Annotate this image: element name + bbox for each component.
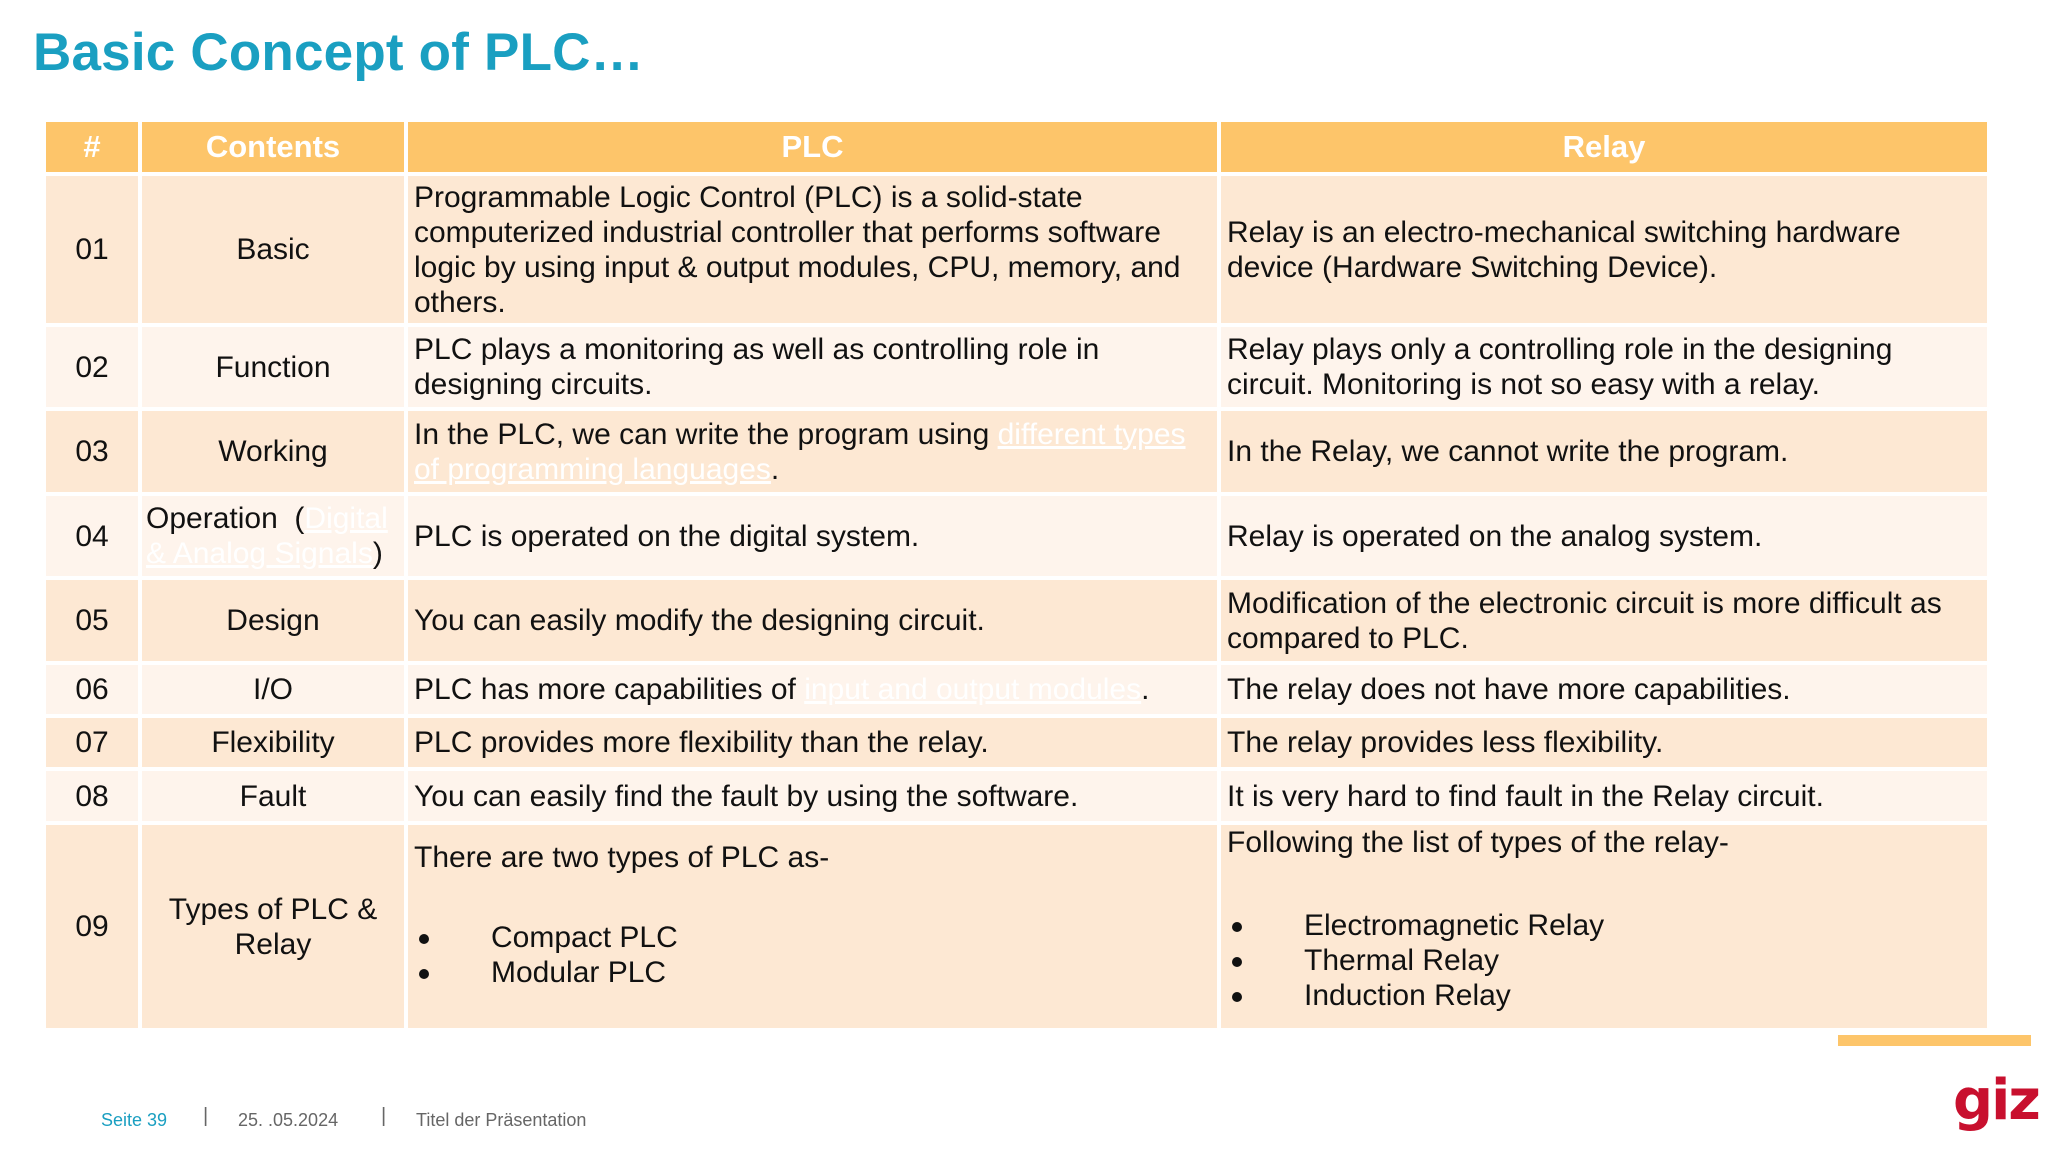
list-item: Compact PLC [414, 920, 1211, 955]
footer-page-number: Seite 39 [101, 1110, 168, 1130]
row-plc [408, 411, 1217, 492]
row-plc: PLC plays a monitoring as well as controlling role in designing circuits. [408, 327, 1217, 407]
row-content [142, 496, 404, 576]
row-content: Fault [142, 771, 404, 821]
row-number: 08 [46, 771, 138, 821]
row-number: 09 [46, 825, 138, 1028]
row-number: 02 [46, 327, 138, 407]
list-item: Modular PLC [414, 955, 1211, 990]
table-row [46, 496, 1987, 576]
footer-date: 25. .05.2024 [238, 1110, 339, 1130]
table-row [46, 327, 1987, 407]
giz-logo: giz [1953, 1068, 2039, 1133]
row-relay: The relay does not have more capabilities. [1221, 665, 1987, 714]
footer-presentation-title: Titel der Präsentation [416, 1110, 587, 1130]
row-number: 06 [46, 665, 138, 714]
digital-analog-signals-link[interactable]: Digital & Analog Signals [146, 502, 388, 570]
row-relay: Relay is operated on the analog system. [1221, 496, 1987, 576]
slide-title: Basic Concept of PLC… [33, 23, 644, 82]
accent-bar [1838, 1035, 2031, 1046]
header-plc: PLC [408, 122, 1217, 172]
row-content-suffix: ) [372, 537, 383, 570]
row-plc [408, 665, 1217, 714]
table-row [46, 718, 1987, 767]
row-content: Function [142, 327, 404, 407]
row-relay: Relay plays only a controlling role in the designing circuit. Monitoring is not so easy with a relay. [1221, 327, 1987, 407]
row-number: 07 [46, 718, 138, 767]
row-plc-text: In the PLC, we can write the program using [414, 417, 998, 451]
table-row [46, 580, 1987, 661]
header-contents: Contents [142, 122, 404, 172]
table-row [46, 665, 1987, 714]
row-content: Flexibility [142, 718, 404, 767]
list-item: Electromagnetic Relay [1227, 908, 1981, 943]
relay-types-intro: Following the list of types of the relay- [1227, 826, 1729, 859]
row-content-text: Operation ( [146, 502, 305, 535]
table-row [46, 176, 1987, 323]
table-header-row [46, 122, 1987, 172]
row-relay: It is very hard to find fault in the Relay circuit. [1221, 771, 1987, 821]
row-relay: Modification of the electronic circuit is more difficult as compared to PLC. [1221, 580, 1987, 661]
row-plc: You can easily find the fault by using the software. [408, 771, 1217, 821]
row-relay [1221, 825, 1987, 1028]
list-item: Thermal Relay [1227, 943, 1981, 978]
relay-types-list [1227, 908, 1981, 1013]
row-number: 04 [46, 496, 138, 576]
row-content: Design [142, 580, 404, 661]
row-number: 05 [46, 580, 138, 661]
table-row [46, 825, 1987, 1028]
row-plc: You can easily modify the designing circuit. [408, 580, 1217, 661]
row-plc-suffix: . [770, 452, 780, 486]
row-relay: In the Relay, we cannot write the program. [1221, 411, 1987, 492]
row-content: Types of PLC & Relay [142, 825, 404, 1028]
row-number: 01 [46, 176, 138, 323]
list-item: Induction Relay [1227, 978, 1981, 1013]
row-plc: PLC provides more flexibility than the relay. [408, 718, 1217, 767]
header-number: # [46, 122, 138, 172]
io-modules-link[interactable]: input and output modules [804, 673, 1142, 706]
programming-languages-link[interactable]: different types of programming languages [414, 417, 1186, 486]
plc-types-list [414, 920, 1211, 990]
header-relay: Relay [1221, 122, 1987, 172]
row-plc-text: PLC has more capabilities of [414, 673, 805, 706]
row-plc-suffix: . [1141, 673, 1150, 706]
footer-separator: | [381, 1105, 387, 1127]
row-content: I/O [142, 665, 404, 714]
comparison-table [42, 118, 1991, 1032]
row-plc [408, 825, 1217, 1028]
plc-types-intro: There are two types of PLC as- [414, 841, 830, 874]
row-number: 03 [46, 411, 138, 492]
table-row [46, 411, 1987, 492]
row-plc: Programmable Logic Control (PLC) is a solid-state computerized industrial controller that performs software logic by using input & output modules, CPU, memory, and others. [408, 176, 1217, 323]
row-plc: PLC is operated on the digital system. [408, 496, 1217, 576]
row-content: Basic [142, 176, 404, 323]
row-relay: Relay is an electro-mechanical switching hardware device (Hardware Switching Device). [1221, 176, 1987, 323]
row-content: Working [142, 411, 404, 492]
footer-separator: | [203, 1105, 209, 1127]
table-row [46, 771, 1987, 821]
row-relay: The relay provides less flexibility. [1221, 718, 1987, 767]
